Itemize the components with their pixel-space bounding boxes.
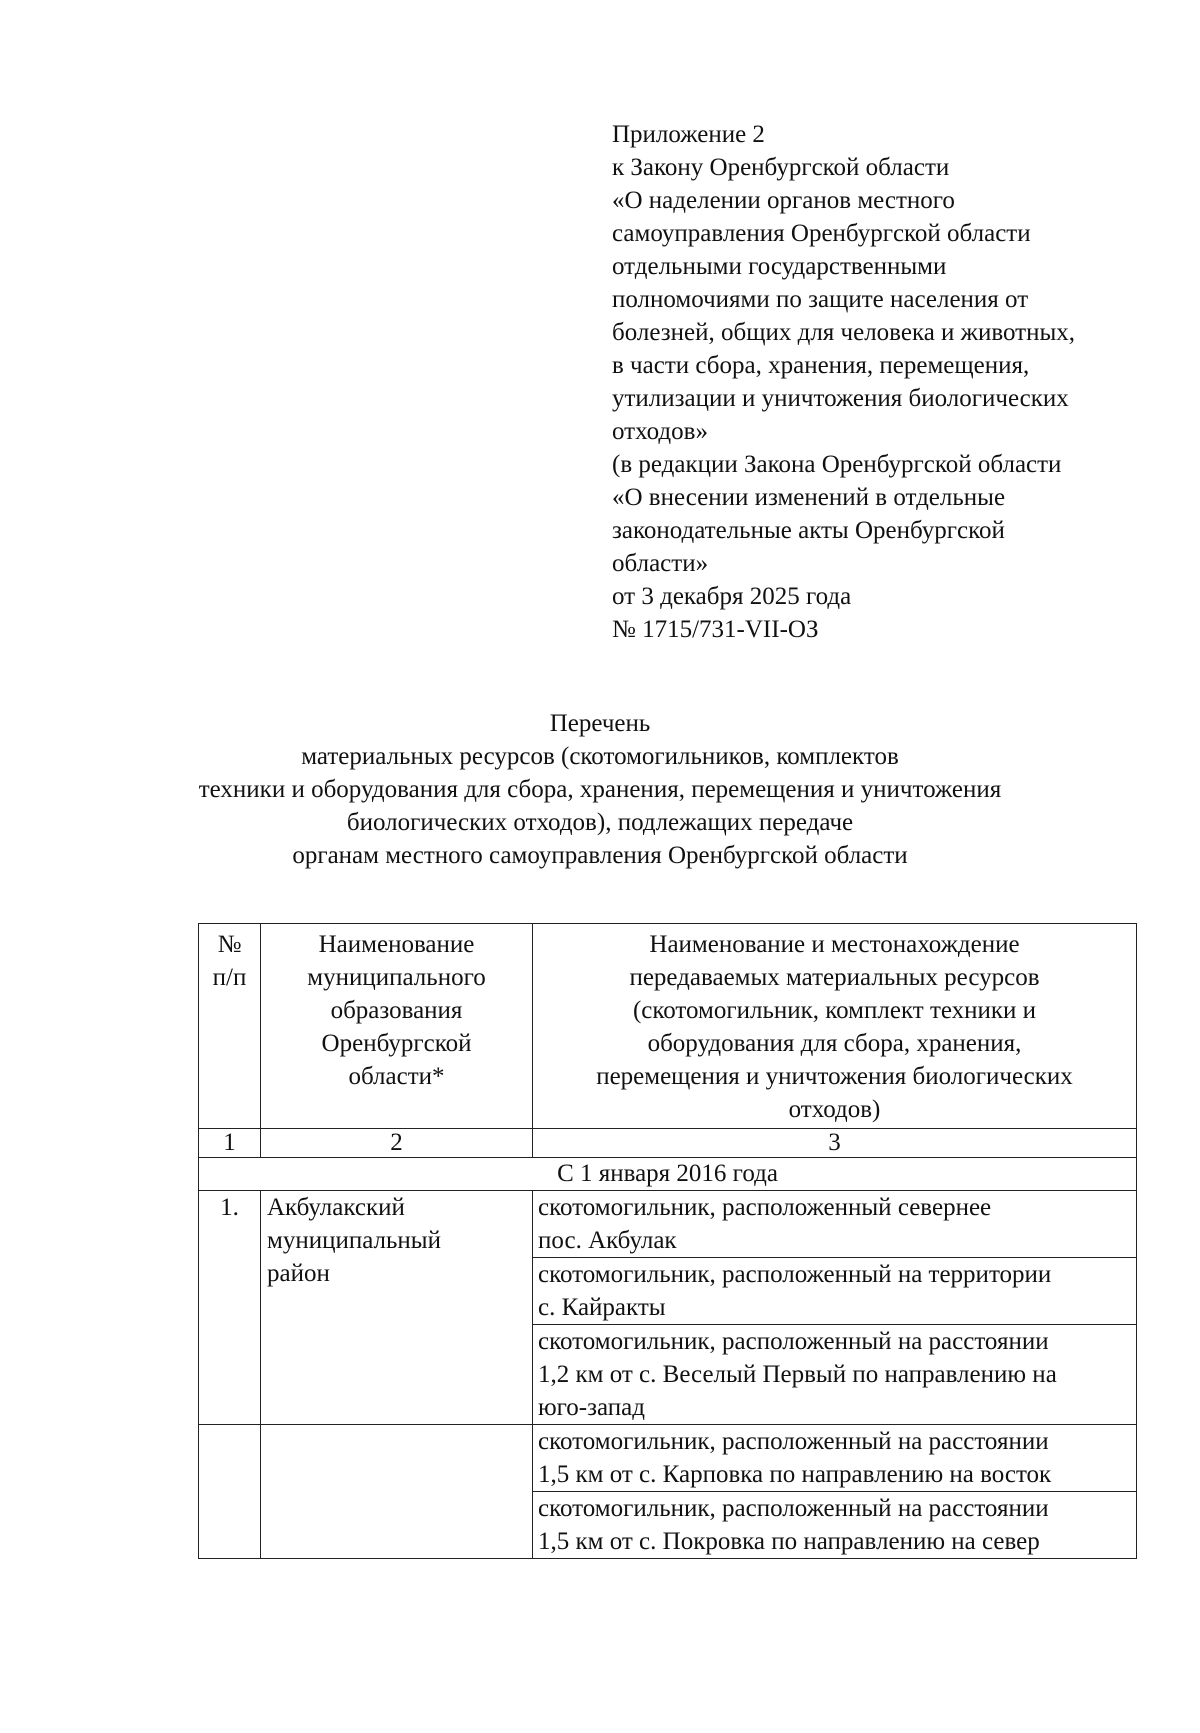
resource-line: юго-запад <box>538 1394 645 1421</box>
annex-line: к Закону Оренбургской области <box>612 154 950 181</box>
header-line: Наименование и местонахождение <box>649 931 1020 958</box>
annex-line: (в редакции Закона Оренбургской области <box>612 451 1062 478</box>
header-resources <box>533 924 1137 1129</box>
municipality-line: Акбулакский <box>267 1194 405 1221</box>
municipality-cell-empty <box>261 1425 533 1559</box>
title-line: Перечень <box>549 710 651 737</box>
column-number: 2 <box>261 1129 533 1158</box>
column-number-row <box>199 1129 1137 1158</box>
column-number: 3 <box>533 1129 1137 1158</box>
header-line: области* <box>348 1063 445 1090</box>
annex-block <box>612 118 1172 646</box>
annex-line: в части сбора, хранения, перемещения, <box>612 352 1030 379</box>
resource-line: 1,5 км от с. Покровка по направлению на север <box>538 1528 1040 1555</box>
header-line: Оренбургской <box>321 1030 472 1057</box>
title-line: материальных ресурсов (скотомогильников, комплектов <box>301 743 899 770</box>
table-header-row <box>199 924 1137 1129</box>
annex-line: № 1715/731-VII-ОЗ <box>612 616 819 643</box>
annex-line: отходов» <box>612 418 708 445</box>
document-title <box>0 707 1200 872</box>
resource-line: пос. Акбулак <box>538 1227 677 1254</box>
resource-line: скотомогильник, расположенный на расстоянии <box>538 1328 1049 1355</box>
municipality-cell <box>261 1191 533 1425</box>
header-line: Наименование <box>318 931 475 958</box>
row-number: 1. <box>199 1191 261 1425</box>
resource-line: 1,2 км от с. Веселый Первый по направлению на <box>538 1361 1057 1388</box>
annex-line: отдельными государственными <box>612 253 947 280</box>
header-line: перемещения и уничтожения биологических <box>596 1063 1073 1090</box>
resource-line: скотомогильник, расположенный на территории <box>538 1261 1052 1288</box>
header-municipality <box>261 924 533 1129</box>
resources-table-wrapper <box>198 923 1136 1559</box>
period-label: С 1 января 2016 года <box>199 1158 1137 1191</box>
title-line: техники и оборудования для сбора, хранения, перемещения и уничтожения <box>198 776 1002 803</box>
table-row <box>199 1191 1137 1258</box>
title-line: органам местного самоуправления Оренбургской области <box>292 842 908 869</box>
annex-line: Приложение 2 <box>612 121 765 148</box>
municipality-line: район <box>267 1260 330 1287</box>
header-line: отходов) <box>788 1096 881 1123</box>
row-number-empty <box>199 1425 261 1559</box>
column-number: 1 <box>199 1129 261 1158</box>
period-row <box>199 1158 1137 1191</box>
annex-line: утилизации и уничтожения биологических <box>612 385 1069 412</box>
municipality-line: муниципальный <box>267 1227 441 1254</box>
header-line: муниципального <box>307 964 486 991</box>
annex-line: самоуправления Оренбургской области <box>612 220 1031 247</box>
header-number <box>199 924 261 1129</box>
resource-cell <box>533 1258 1137 1325</box>
resources-table <box>198 923 1137 1559</box>
header-line: оборудования для сбора, хранения, <box>647 1030 1022 1057</box>
resource-line: 1,5 км от с. Карповка по направлению на восток <box>538 1461 1052 1488</box>
header-line: образования <box>330 997 463 1024</box>
resource-cell <box>533 1492 1137 1559</box>
header-line: п/п <box>212 964 247 991</box>
annex-line: «О внесении изменений в отдельные <box>612 484 1006 511</box>
annex-line: болезней, общих для человека и животных, <box>612 319 1075 346</box>
resource-cell <box>533 1325 1137 1425</box>
resource-line: скотомогильник, расположенный на расстоянии <box>538 1495 1049 1522</box>
header-line: передаваемых материальных ресурсов <box>629 964 1040 991</box>
resource-line: скотомогильник, расположенный на расстоянии <box>538 1428 1049 1455</box>
resource-cell <box>533 1425 1137 1492</box>
annex-line: законодательные акты Оренбургской <box>612 517 1005 544</box>
annex-line: области» <box>612 550 709 577</box>
annex-line: полномочиями по защите населения от <box>612 286 1029 313</box>
header-line: (скотомогильник, комплект техники и <box>632 997 1037 1024</box>
resource-cell <box>533 1191 1137 1258</box>
resource-line: с. Кайракты <box>538 1294 666 1321</box>
annex-line: «О наделении органов местного <box>612 187 955 214</box>
annex-line: от 3 декабря 2025 года <box>612 583 852 610</box>
header-line: № <box>217 931 242 958</box>
resource-line: скотомогильник, расположенный севернее <box>538 1194 992 1221</box>
table-row <box>199 1425 1137 1492</box>
title-line: биологических отходов), подлежащих передаче <box>346 809 854 836</box>
